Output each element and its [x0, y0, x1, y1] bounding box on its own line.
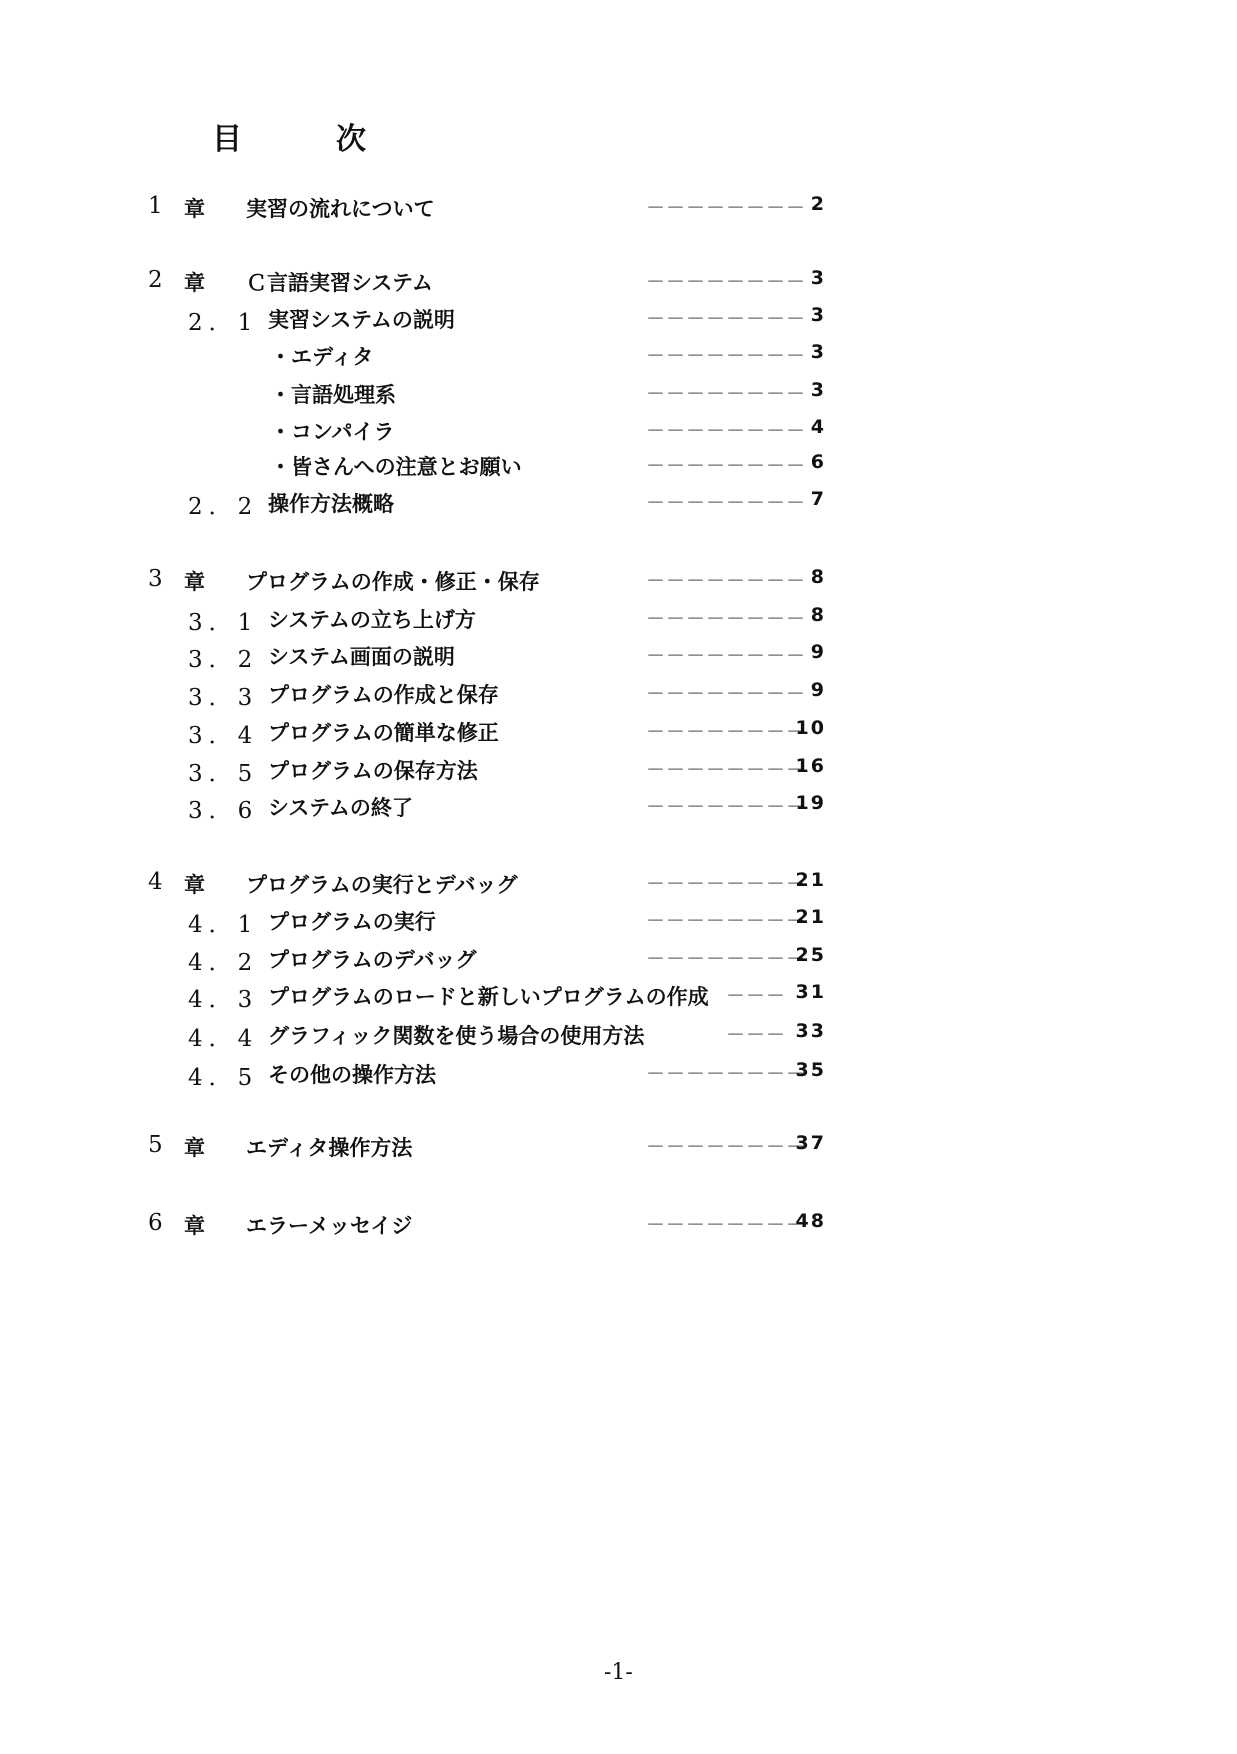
dot-leader: －－－－－－－－	[646, 197, 807, 219]
entry-title: プログラムの作成と保存	[268, 682, 499, 707]
page-number: 21	[795, 906, 826, 928]
page-number: 8	[810, 604, 826, 626]
section-number: 4．1	[188, 912, 259, 938]
dot-leader: －－－－－－－－	[646, 873, 807, 895]
entry-title: ・言語処理系	[270, 382, 396, 407]
page-number: 21	[795, 869, 826, 891]
toc-entry	[0, 488, 1237, 524]
chapter-number: 3	[148, 566, 163, 592]
dot-leader: －－－－－－－－	[646, 420, 807, 442]
toc-entry	[0, 1020, 1237, 1056]
dot-leader: －－－－－－－－	[646, 1214, 807, 1236]
dot-leader: －－－－－－－－	[646, 1136, 807, 1158]
dot-leader: －－－－－－－－	[646, 308, 807, 330]
toc-entry	[0, 679, 1237, 715]
dot-leader: －－－－－－－－	[646, 455, 807, 477]
chapter-number: 5	[148, 1132, 163, 1158]
chapter-number: 1	[148, 193, 163, 219]
section-number: 3．6	[188, 798, 259, 824]
dot-leader: －－－－－－－－	[646, 759, 807, 781]
toc-entry	[0, 641, 1237, 677]
chapter-label: 章	[184, 1213, 205, 1238]
entry-title: ・皆さんへの注意とお願い	[270, 454, 522, 479]
page-number: 3	[810, 267, 826, 289]
page-title: 目 次	[212, 122, 398, 157]
toc-entry	[0, 379, 1237, 415]
page-number: 2	[810, 193, 826, 215]
page-number: 35	[795, 1059, 826, 1081]
entry-title: システムの終了	[268, 795, 413, 820]
entry-title: 実習の流れについて	[246, 196, 435, 221]
page-number: 3	[810, 379, 826, 401]
page-number: 6	[810, 451, 826, 473]
chapter-number: 2	[148, 267, 163, 293]
section-number: 4．2	[188, 950, 259, 976]
entry-title: ・エディタ	[270, 344, 374, 369]
page-number: 25	[795, 944, 826, 966]
dot-leader: －－－－－－－－	[646, 796, 807, 818]
toc-entry	[0, 1132, 1237, 1168]
entry-title: プログラムの保存方法	[268, 758, 478, 783]
footer-page-number: -1-	[604, 1660, 633, 1685]
entry-title: プログラムの作成・修正・保存	[246, 569, 540, 594]
toc-entry	[0, 906, 1237, 942]
entry-title: プログラムのロードと新しいプログラムの作成	[268, 984, 709, 1009]
page-number: 33	[795, 1020, 826, 1042]
section-number: 3．5	[188, 761, 259, 787]
entry-title: ・コンパイラ	[270, 419, 395, 444]
chapter-number: 6	[148, 1210, 163, 1236]
section-number: 3．4	[188, 723, 259, 749]
chapter-label: 章	[184, 872, 205, 897]
section-number: 3．1	[188, 610, 259, 636]
entry-title: 操作方法概略	[268, 491, 394, 516]
entry-title: プログラムの実行	[268, 909, 436, 934]
section-number: 4．5	[188, 1065, 259, 1091]
toc-entry	[0, 1210, 1237, 1246]
entry-title: システム画面の説明	[268, 644, 455, 669]
dot-leader: －－－－－－－－	[646, 345, 807, 367]
section-number: 4．3	[188, 987, 259, 1013]
page-number: 19	[795, 792, 826, 814]
page-number: 16	[795, 755, 826, 777]
toc-entry	[0, 869, 1237, 905]
section-number: 2．1	[188, 310, 259, 336]
dot-leader: －－－－－－－－	[646, 383, 807, 405]
toc-entry	[0, 416, 1237, 452]
entry-title: プログラムの簡単な修正	[268, 720, 499, 745]
dot-leader: －－－	[726, 1024, 787, 1046]
entry-title: グラフィック関数を使う場合の使用方法	[268, 1023, 645, 1048]
entry-title: エディタ操作方法	[246, 1135, 413, 1160]
toc-entry	[0, 267, 1237, 303]
toc-entry	[0, 451, 1237, 487]
entry-title: プログラムのデバッグ	[268, 947, 477, 972]
toc-entry	[0, 717, 1237, 753]
toc-entry	[0, 566, 1237, 602]
toc-entry	[0, 304, 1237, 340]
chapter-label: 章	[184, 1135, 205, 1160]
entry-title: エラーメッセイジ	[246, 1213, 413, 1238]
chapter-label: 章	[184, 270, 205, 295]
page-number: 10	[795, 717, 826, 739]
section-number: 3．3	[188, 685, 259, 711]
dot-leader: －－－－－－－－	[646, 608, 807, 630]
section-number: 3．2	[188, 647, 259, 673]
entry-title: Ｃ言語実習システム	[246, 270, 433, 295]
entry-title: その他の操作方法	[268, 1062, 436, 1087]
toc-entry	[0, 792, 1237, 828]
entry-title: プログラムの実行とデバッグ	[246, 872, 518, 897]
toc-entry	[0, 1059, 1237, 1095]
entry-title: システムの立ち上げ方	[268, 607, 476, 632]
chapter-label: 章	[184, 196, 205, 221]
page-number: 8	[810, 566, 826, 588]
dot-leader: －－－－－－－－	[646, 492, 807, 514]
section-number: 2．2	[188, 494, 259, 520]
page-number: 31	[795, 981, 826, 1003]
page-number: 9	[810, 641, 826, 663]
page-number: 37	[795, 1132, 826, 1154]
page-number: 3	[810, 341, 826, 363]
toc-entry	[0, 755, 1237, 791]
dot-leader: －－－	[726, 985, 787, 1007]
toc-entry	[0, 341, 1237, 377]
dot-leader: －－－－－－－－	[646, 948, 807, 970]
toc-entry	[0, 944, 1237, 980]
dot-leader: －－－－－－－－	[646, 721, 807, 743]
dot-leader: －－－－－－－－	[646, 910, 807, 932]
toc-entry	[0, 981, 1237, 1017]
dot-leader: －－－－－－－－	[646, 1063, 807, 1085]
dot-leader: －－－－－－－－	[646, 570, 807, 592]
page-number: 48	[795, 1210, 826, 1232]
page-number: 4	[810, 416, 826, 438]
chapter-label: 章	[184, 569, 205, 594]
toc-entry	[0, 604, 1237, 640]
entry-title: 実習システムの説明	[268, 307, 455, 332]
dot-leader: －－－－－－－－	[646, 683, 807, 705]
dot-leader: －－－－－－－－	[646, 645, 807, 667]
page-number: 9	[810, 679, 826, 701]
page-number: 7	[810, 488, 826, 510]
toc-entry	[0, 193, 1237, 229]
section-number: 4．4	[188, 1026, 259, 1052]
dot-leader: －－－－－－－－	[646, 271, 807, 293]
page-number: 3	[810, 304, 826, 326]
chapter-number: 4	[148, 869, 163, 895]
